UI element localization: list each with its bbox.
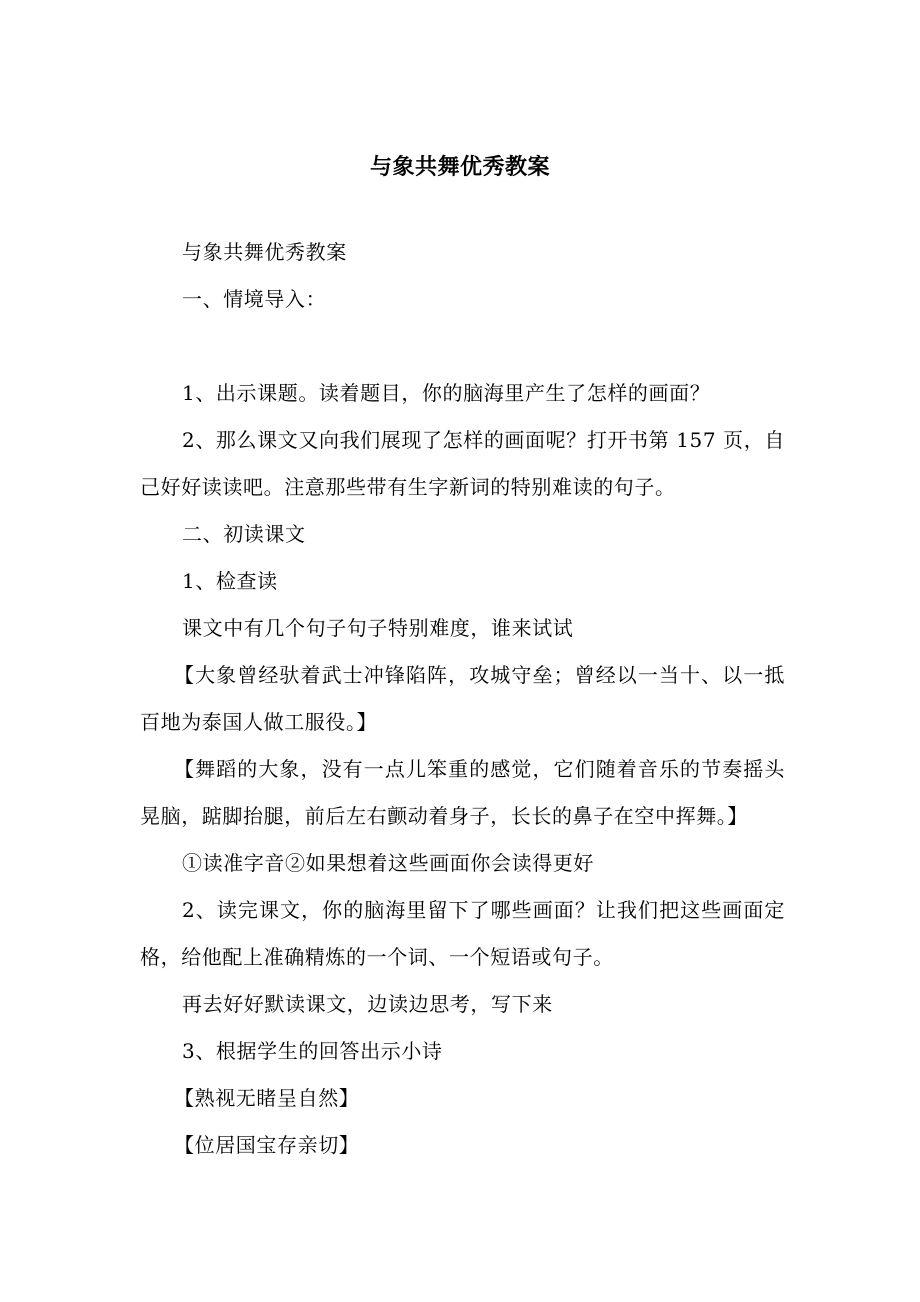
poem-line-1: 【熟视无睹呈自然】 xyxy=(174,1086,360,1110)
document-body xyxy=(140,229,785,1169)
paragraph-subtitle: 与象共舞优秀教案 xyxy=(182,240,347,264)
section-heading-first-reading: 二、初读课文 xyxy=(182,522,306,546)
paragraph-check-reading: 1、检查读 xyxy=(182,569,278,593)
quote-sentence-1: 【大象曾经驮着武士冲锋陷阵，攻城守垒；曾经以一当十、以一抵百地为泰国人做工服役。】 xyxy=(140,663,785,734)
poem-line-2: 【位居国宝存亲切】 xyxy=(174,1133,360,1157)
paragraph-silent-reading: 再去好好默读课文，边读边思考，写下来 xyxy=(182,992,553,1016)
quote-sentence-2: 【舞蹈的大象，没有一点儿笨重的感觉，它们随着音乐的节奏摇头晃脑，踮脚抬腿，前后左右颤动着身子，长长的鼻子在空中挥舞。】 xyxy=(140,757,785,828)
section-heading-intro: 一、情境导入： xyxy=(182,287,327,311)
paragraph-difficult-sentences: 课文中有几个句子句子特别难度，谁来试试 xyxy=(182,616,574,640)
paragraph-step-2-after-reading: 2、读完课文，你的脑海里留下了哪些画面？让我们把这些画面定格，给他配上准确精炼的一个词、一个短语或句子。 xyxy=(140,898,785,969)
paragraph-step-2: 2、那么课文又向我们展现了怎样的画面呢？打开书第 157 页，自己好好读读吧。注意那些带有生字新词的特别难读的句子。 xyxy=(140,428,785,499)
blank-line xyxy=(140,323,785,370)
document-title: 与象共舞优秀教案 xyxy=(369,155,550,180)
paragraph-reading-tips: ①读准字音②如果想着这些画面你会读得更好 xyxy=(182,851,594,875)
paragraph-step-3: 3、根据学生的回答出示小诗 xyxy=(182,1039,443,1063)
paragraph-step-1: 1、出示课题。读着题目，你的脑海里产生了怎样的画面？ xyxy=(182,381,711,405)
